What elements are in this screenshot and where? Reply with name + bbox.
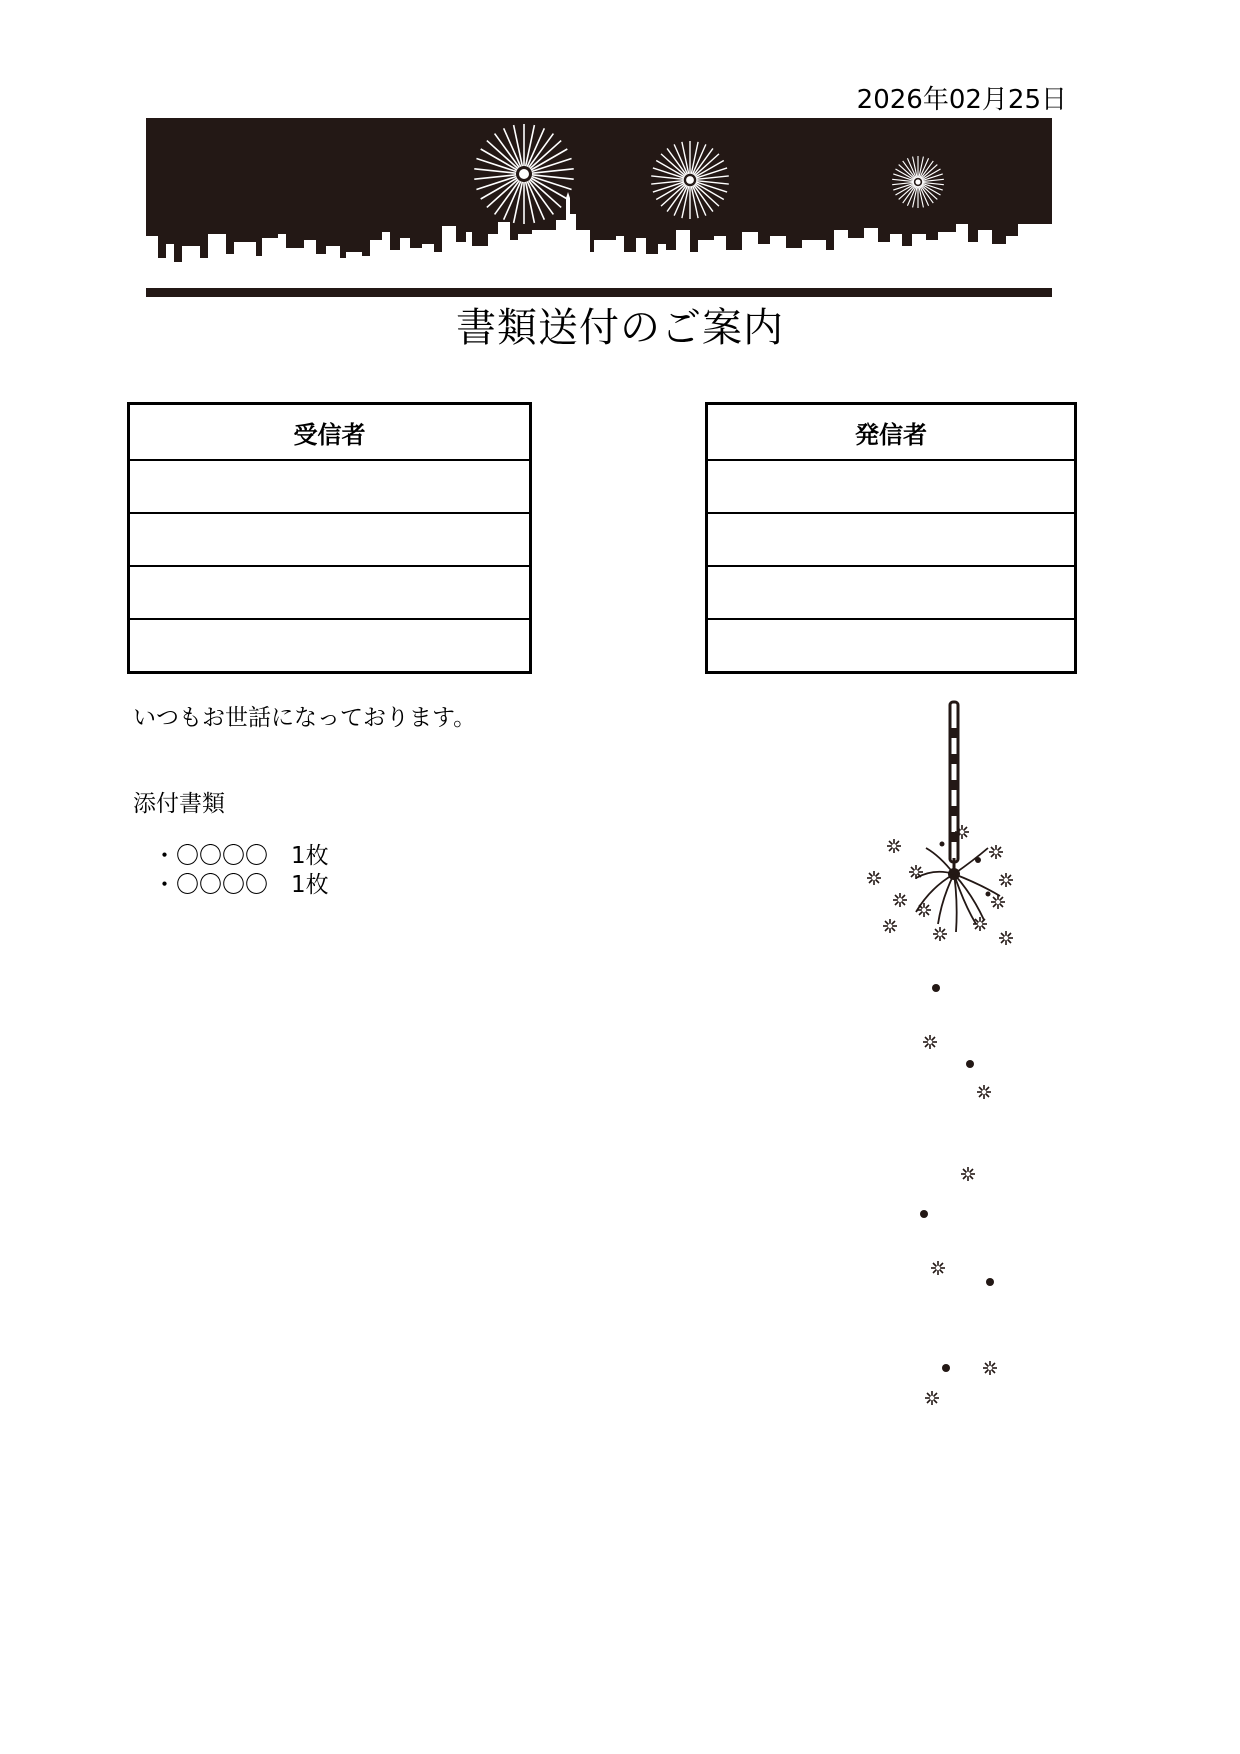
fireworks-banner-icon [146, 118, 1052, 298]
recipient-row[interactable] [129, 566, 531, 619]
attachments-list [153, 842, 329, 900]
sender-row[interactable] [707, 513, 1076, 566]
attachments-heading: 添付書類 [133, 791, 225, 817]
sender-row[interactable] [707, 460, 1076, 513]
attachment-item: ・〇〇〇〇 1枚 [153, 843, 329, 869]
document-title: 書類送付のご案内 [456, 305, 784, 351]
sender-table [705, 402, 1077, 674]
sender-row[interactable] [707, 566, 1076, 619]
recipient-row[interactable] [129, 619, 531, 673]
document-date: 2026年02月25日 [856, 85, 1067, 115]
recipient-table [127, 402, 532, 674]
greeting-text: いつもお世話になっております。 [133, 705, 477, 731]
attachment-item: ・〇〇〇〇 1枚 [153, 872, 329, 898]
sparkler-icon [860, 698, 1040, 1418]
recipient-row[interactable] [129, 460, 531, 513]
sender-row[interactable] [707, 619, 1076, 673]
recipient-row[interactable] [129, 513, 531, 566]
sender-heading: 発信者 [707, 404, 1076, 461]
recipient-heading: 受信者 [129, 404, 531, 461]
